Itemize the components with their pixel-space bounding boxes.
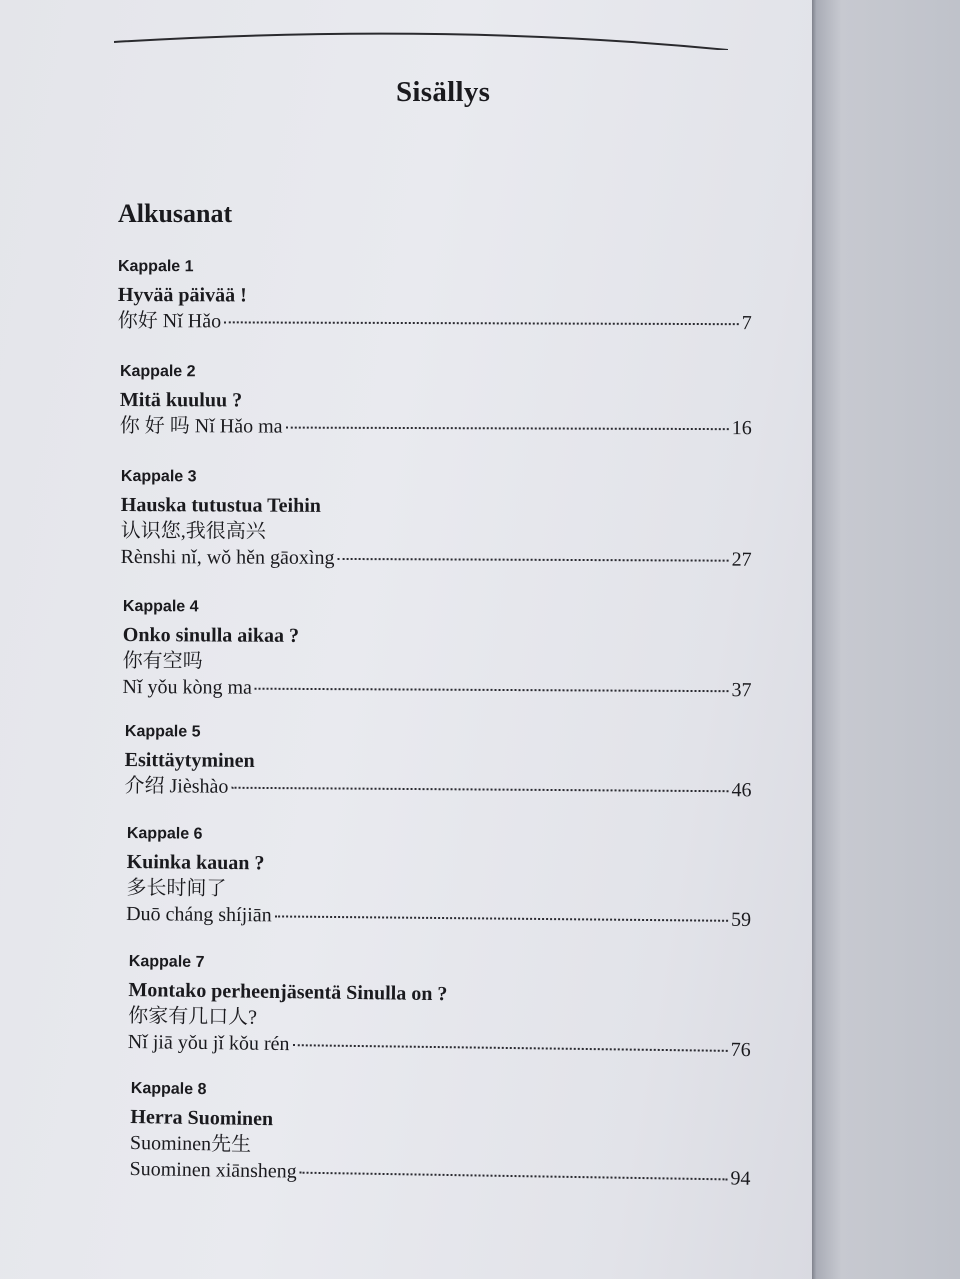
chapter-pinyin: 你 好 吗 Nǐ Hǎo ma	[119, 414, 283, 438]
dot-leader	[224, 316, 739, 325]
preface-heading: Alkusanat	[118, 199, 233, 228]
chapter-title: Montako perheenjäsentä Sinulla on ?	[128, 978, 448, 1006]
chapter-subtitle-line: 你有空吗	[122, 649, 203, 673]
page-number: 7	[741, 312, 752, 335]
toc-entry	[129, 1078, 752, 1192]
dot-leader	[231, 782, 728, 792]
dot-leader	[337, 553, 728, 562]
chapter-number: Kappale 2	[119, 363, 196, 381]
chapter-number: Kappale 3	[120, 467, 197, 486]
toc-leader-line	[120, 413, 752, 441]
chapter-pinyin: Rènshi nǐ, wǒ hěn gāoxìng	[120, 545, 335, 569]
chapter-pinyin: 介绍 Jièshào	[124, 774, 229, 798]
chapter-pinyin: Suominen xiānsheng	[129, 1157, 297, 1183]
chapter-title: Mitä kuuluu ?	[119, 388, 243, 412]
toc-leader-line	[121, 544, 752, 573]
page-number: 16	[731, 417, 752, 440]
toc-entry	[126, 823, 752, 933]
chapter-pinyin: Nǐ jiā yǒu jǐ kǒu rén	[127, 1030, 290, 1056]
chapter-title: Kuinka kauan ?	[126, 850, 265, 875]
chapter-pinyin: Duō cháng shíjiān	[126, 902, 272, 927]
page-title: Sisällys	[396, 76, 491, 108]
toc-leader-line	[126, 901, 751, 933]
chapter-number: Kappale 7	[128, 952, 205, 971]
chapter-subtitle-line: 认识您,我很高兴	[120, 519, 266, 543]
chapter-pinyin: 你好 Nǐ Hǎo	[117, 309, 222, 333]
dot-leader	[292, 1039, 727, 1052]
toc-entry	[124, 721, 752, 803]
page-number: 76	[730, 1038, 751, 1062]
dot-leader	[300, 1167, 728, 1181]
chapter-title: Herra Suominen	[130, 1105, 274, 1131]
chapter-title: Onko sinulla aikaa ?	[122, 623, 300, 647]
chapter-number: Kappale 6	[126, 824, 203, 843]
chapter-number: Kappale 5	[124, 722, 201, 741]
chapter-number: Kappale 4	[122, 598, 199, 616]
chapter-number: Kappale 1	[117, 258, 194, 276]
header-rule	[114, 28, 728, 50]
page-number: 37	[731, 679, 752, 702]
page-number: 46	[731, 779, 752, 802]
dot-leader	[275, 910, 729, 921]
chapter-pinyin: Nǐ yǒu kòng ma	[122, 675, 253, 699]
page-number: 94	[730, 1167, 751, 1190]
toc-entry	[121, 466, 752, 573]
chapter-subtitle-line: 多长时间了	[126, 876, 227, 900]
page-number: 59	[730, 908, 752, 931]
toc-leader-line	[124, 773, 751, 803]
toc-entry	[128, 951, 752, 1063]
toc-entry	[118, 256, 752, 336]
page-number: 27	[731, 548, 752, 571]
toc-leader-line	[122, 674, 751, 703]
toc-entry	[120, 361, 752, 441]
chapter-subtitle-line: Suominen先生	[129, 1131, 252, 1156]
chapter-subtitle-line: 你家有几口人?	[128, 1004, 258, 1029]
chapter-title: Esittäytyminen	[124, 748, 255, 772]
toc-entry	[122, 596, 752, 703]
dot-leader	[255, 683, 729, 692]
chapter-title: Hyvää päivää !	[117, 283, 247, 307]
chapter-number: Kappale 8	[130, 1079, 207, 1099]
dot-leader	[286, 422, 729, 431]
toc-leader-line	[118, 308, 752, 336]
next-page-edge	[812, 0, 960, 1279]
chapter-title: Hauska tutustua Teihin	[120, 493, 321, 517]
